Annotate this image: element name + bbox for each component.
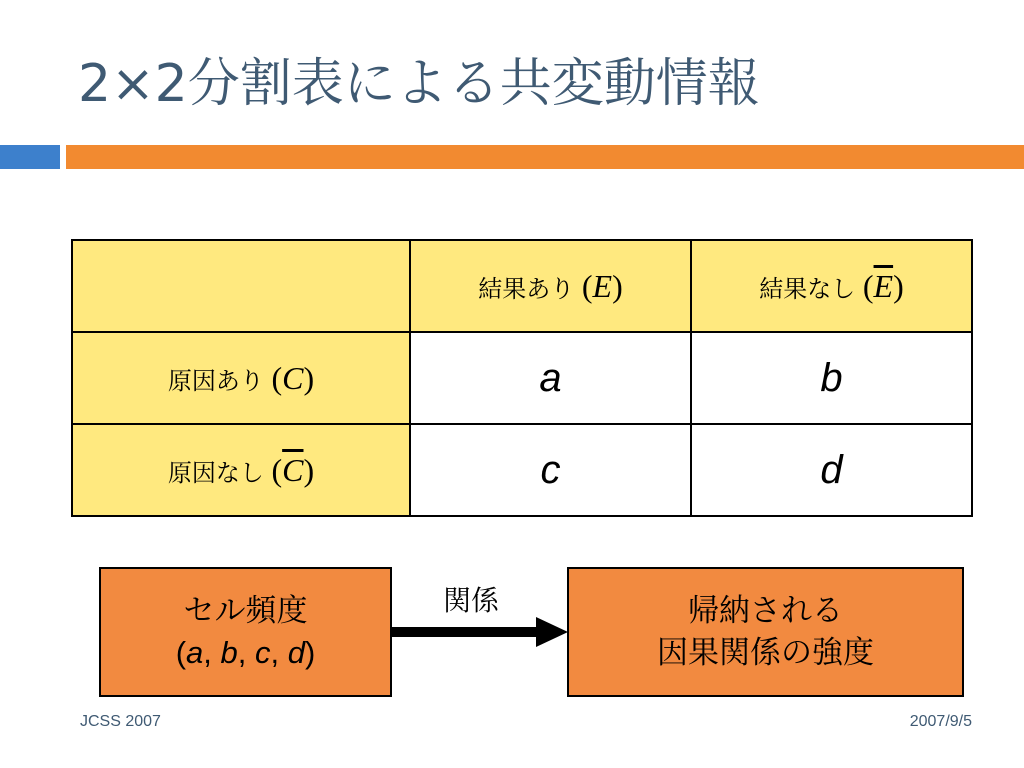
effect-negated-symbol: $\overline{E}$ (873, 267, 894, 304)
arrow-label: 関係 (443, 584, 500, 617)
row-header-cause-absent: 原因なし $(\overline{C})$ (72, 424, 410, 516)
cell-frequency-label: セル頻度 (183, 593, 308, 629)
footer-date: 2007/9/5 (909, 713, 972, 730)
contingency-table (71, 239, 973, 517)
cell-d: d (691, 424, 972, 516)
col-header-effect-present: 結果あり (E) (410, 240, 691, 332)
table-row (72, 424, 972, 516)
table-header-row (72, 240, 972, 332)
cell-frequency-variables: (a, b, c, d) (175, 635, 316, 670)
accent-bar-orange (66, 145, 1024, 169)
corner-cell (72, 240, 410, 332)
cell-b: b (691, 332, 972, 424)
cause-symbol: C (282, 359, 304, 396)
row-header-cause-present: 原因あり (C) (72, 332, 410, 424)
slide-title: 2×2分割表による共変動情報 (78, 54, 760, 114)
causal-strength-line2: 因果関係の強度 (657, 635, 874, 671)
table-row (72, 332, 972, 424)
causal-strength-box (567, 567, 964, 697)
causal-strength-line1: 帰納される (688, 593, 843, 629)
cause-negated-symbol: $\overline{C}$ (282, 451, 304, 488)
right-arrow-icon (390, 613, 570, 653)
effect-symbol: E (592, 267, 613, 304)
cell-c: c (410, 424, 691, 516)
cell-frequency-box (99, 567, 392, 697)
cell-a: a (410, 332, 691, 424)
col-header-effect-absent: 結果なし $(\overline{E})$ (691, 240, 972, 332)
accent-bar-blue (0, 145, 60, 169)
footer-conference: JCSS 2007 (80, 713, 161, 730)
